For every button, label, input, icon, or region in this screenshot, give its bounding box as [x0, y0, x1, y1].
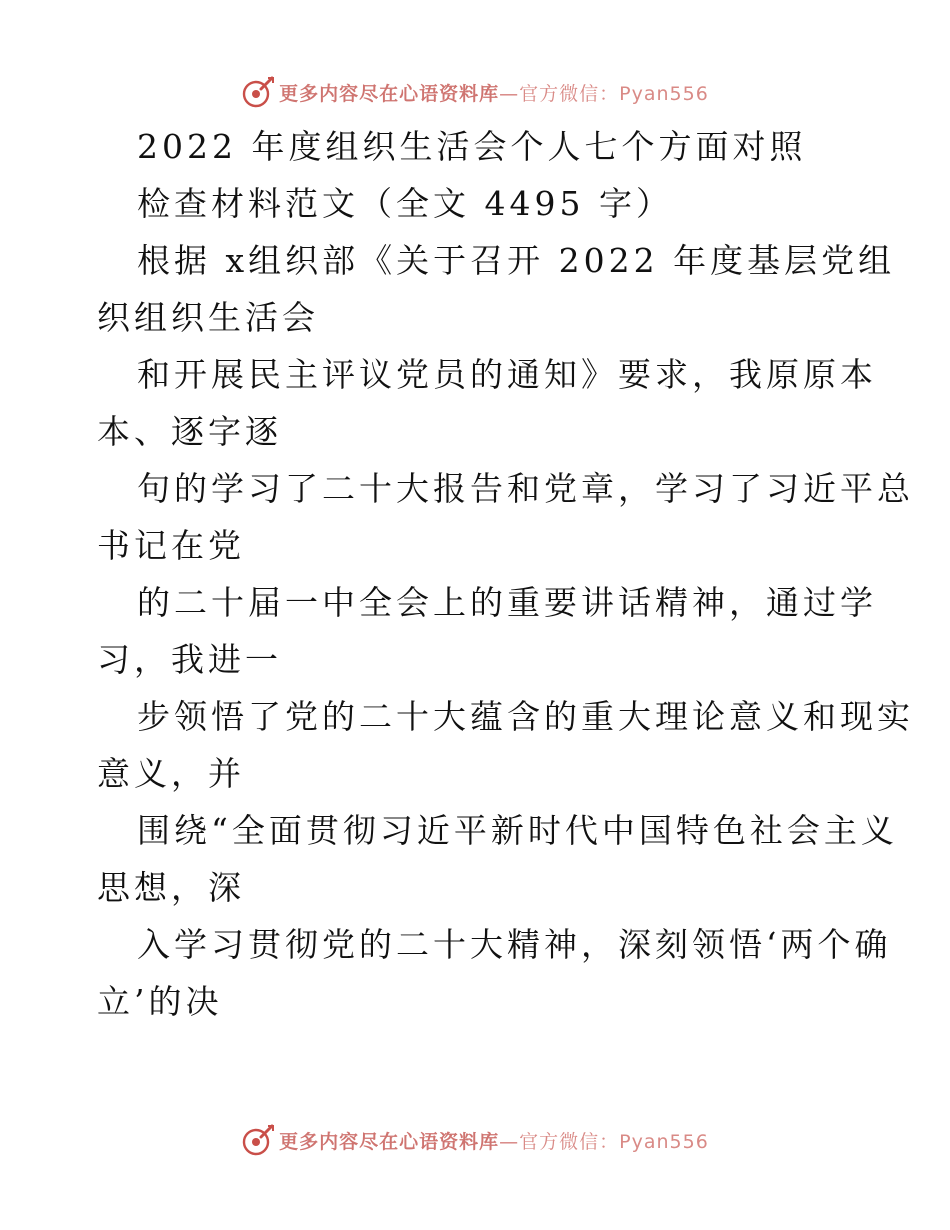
document-body — [97, 118, 914, 1030]
doc-title-line-2: 检查材料范文（全文 4495 字） — [137, 184, 673, 223]
paragraph-line: 意义，并 — [97, 754, 245, 793]
paragraph-line: 思想，深 — [97, 868, 245, 907]
paragraph-line: 本、逐字逐 — [97, 412, 282, 451]
doc-title-line-1: 2022 年度组织生活会个人七个方面对照 — [137, 127, 807, 166]
watermark-dash: — — [499, 1130, 520, 1153]
paragraph-line: 步领悟了党的二十大蕴含的重大理论意义和现实 — [137, 697, 914, 736]
watermark-wechat: 官方微信：Pyan556 — [519, 1130, 709, 1153]
watermark-wechat: 官方微信：Pyan556 — [519, 82, 709, 105]
paragraph-line: 根据 x组织部《关于召开 2022 年度基层党组 — [137, 241, 896, 280]
paragraph-line: 的二十届一中全会上的重要讲话精神，通过学 — [137, 583, 877, 622]
paragraph-line: 入学习贯彻党的二十大精神，深刻领悟‘两个确 — [137, 925, 892, 964]
watermark-text — [279, 1127, 709, 1154]
footer-watermark-banner — [0, 1120, 950, 1160]
paragraph-line: 和开展民主评议党员的通知》要求，我原原本 — [137, 355, 877, 394]
pen-seal-icon — [241, 1123, 275, 1157]
watermark-dash: — — [499, 82, 520, 105]
paragraph-line: 习，我进一 — [97, 640, 282, 679]
watermark-text — [279, 79, 709, 106]
watermark-brand: 更多内容尽在心语资料库 — [279, 1130, 500, 1153]
header-watermark-banner — [0, 72, 950, 112]
paragraph-line: 书记在党 — [97, 526, 245, 565]
paragraph-line: 围绕“全面贯彻习近平新时代中国特色社会主义 — [137, 811, 898, 850]
watermark-brand: 更多内容尽在心语资料库 — [279, 82, 500, 105]
paragraph-line: 织组织生活会 — [97, 298, 319, 337]
paragraph-line: 句的学习了二十大报告和党章，学习了习近平总 — [137, 469, 914, 508]
paragraph-line: 立’的决 — [97, 982, 223, 1021]
pen-seal-icon — [241, 75, 275, 109]
